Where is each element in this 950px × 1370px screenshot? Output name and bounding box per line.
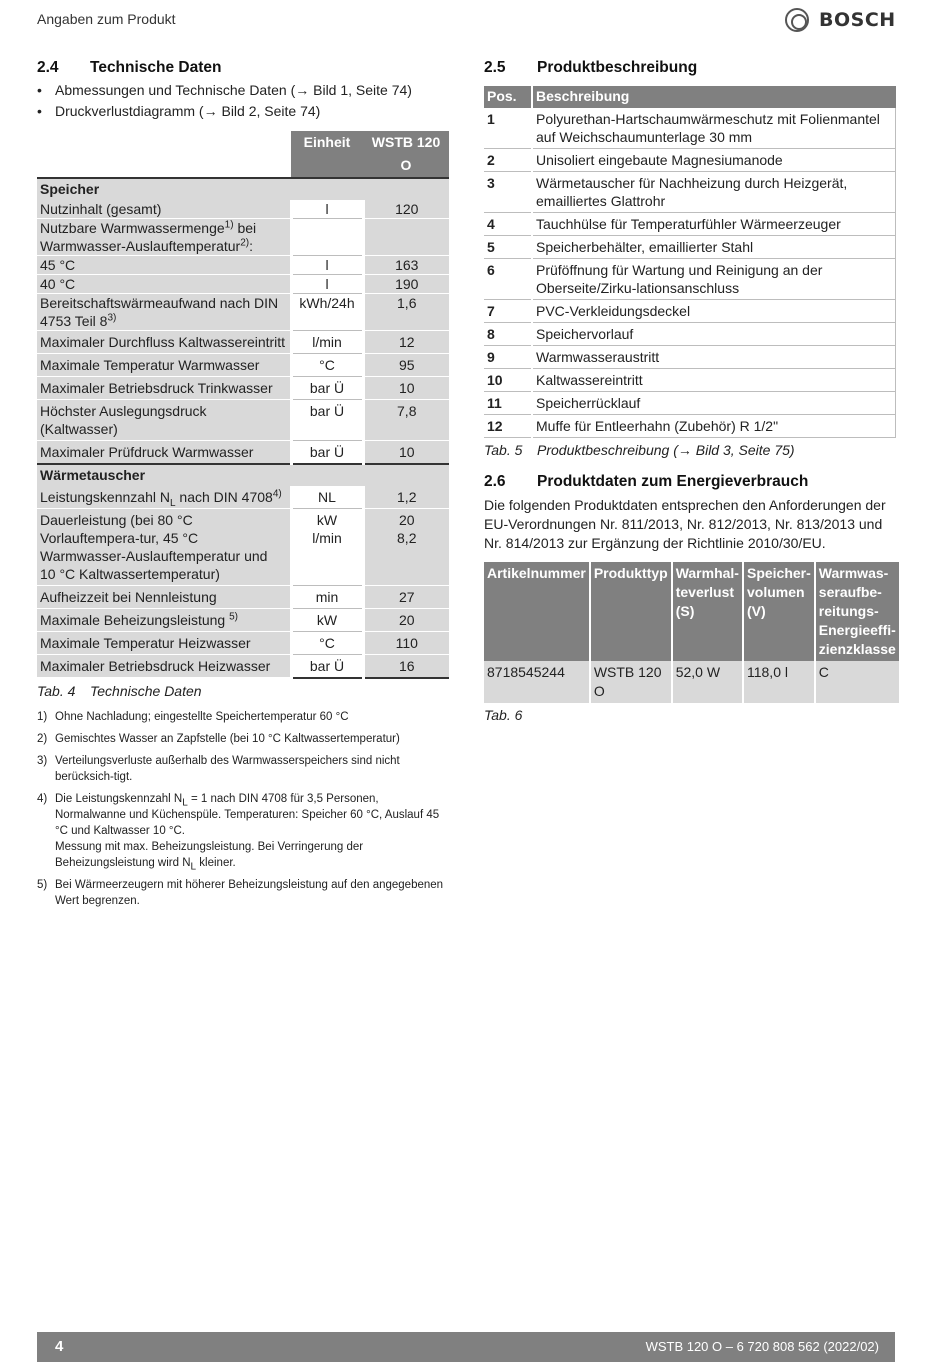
technical-data-table: [37, 131, 449, 679]
section-text: Die folgenden Produktdaten entsprechen den Anforderungen der EU-Verordnungen Nr. 811/2013, Nr. 812/2013, Nr. 813/2013 und Nr. 814/2013 zur Ergänzung der Richtlinie 2010/30/EU.: [484, 497, 886, 551]
section-title: Produktdaten zum Energieverbrauch: [537, 473, 809, 490]
table-row: Maximaler Durchfluss Kaltwassereintritt l/min 12: [37, 331, 449, 354]
table-section-waermetauscher: Wärmetauscher: [37, 464, 449, 486]
table-row: Nutzinhalt (gesamt) l 120: [37, 200, 449, 219]
page-footer: [37, 1332, 895, 1362]
table-row: Nutzbare Warmwassermenge$^{1)}$ bei Warmwasser-Auslauftemperatur$^{2)}$:: [37, 219, 449, 256]
section-title: Technische Daten: [90, 59, 222, 76]
table-caption: Tab. 5 Produktbeschreibung (→ Bild 3, Seite 75): [484, 442, 795, 458]
brand-name: BOSCH: [819, 9, 896, 31]
section-heading-2-5: [484, 58, 896, 78]
column-header-pos: Pos.: [484, 86, 532, 108]
column-header: Speicher-volumen (V): [743, 562, 815, 661]
table-row: Maximale Beheizungsleistung $^{5)}$ kW 20: [37, 609, 449, 632]
footnote: 2) Gemischtes Wasser an Zapfstelle (bei 10 °C Kaltwassertemperatur): [37, 733, 400, 745]
table-row: Aufheizzeit bei Nennleistung min 27: [37, 586, 449, 609]
table-caption: Tab. 4 Technische Daten: [37, 683, 202, 699]
footnote: 5) Bei Wärmeerzeugern mit höherer Beheizungsleistung auf den angegebenen Wert begrenzen.: [37, 879, 444, 907]
column-header: Warmhal-teverlust (S): [672, 562, 743, 661]
table-row: 10 Kaltwassereintritt: [484, 369, 896, 392]
table-row: 1 Polyurethan-Hartschaumwärmeschutz mit Folienmantel auf Weichschaumunterlage 30 mm: [484, 108, 896, 149]
table-row: 4 Tauchhülse für Temperaturfühler Wärmeerzeuger: [484, 213, 896, 236]
bosch-armature-icon: [785, 8, 809, 32]
table-row: 12 Muffe für Entleerhahn (Zubehör) R 1/2": [484, 415, 896, 438]
table-row: 7 PVC-Verkleidungsdeckel: [484, 300, 896, 323]
page-number: 4: [55, 1338, 64, 1355]
page-header-title: Angaben zum Produkt: [37, 11, 176, 27]
column-header: Artikelnummer: [484, 562, 590, 661]
list-item: • Druckverlustdiagramm (→ Bild 2, Seite 74): [37, 101, 449, 122]
table-row: Maximale Temperatur Heizwasser °C 110: [37, 632, 449, 655]
table-row: 9 Warmwasseraustritt: [484, 346, 896, 369]
section-heading-2-4: [37, 58, 449, 78]
table-row: 8 Speichervorlauf: [484, 323, 896, 346]
section-title: Produktbeschreibung: [537, 59, 698, 76]
column-header-description: Beschreibung: [532, 86, 896, 108]
section-heading-2-6: [484, 472, 896, 492]
section-number: 2.6: [484, 473, 506, 490]
table-row: Maximaler Betriebsdruck Trinkwasser bar Ü 10: [37, 377, 449, 400]
product-description-table: [484, 86, 896, 438]
table-row: Maximale Temperatur Warmwasser °C 95: [37, 354, 449, 377]
footnote: 4) Die Leistungskennzahl $N_L = 1$ nach DIN 4708 für 3,5 Personen, Normalwanne und Küchenspüle. Temperaturen: Speicher 60 °C, Auslauf 45 °C und Kaltwasser 10 °C. Messung mit max. Beheizungsleistung. Bei Verringerung der Beheizungsleistung wird $N_L$ kleiner.: [37, 793, 440, 873]
table-row: Leistungskennzahl $N_L$ nach DIN 4708$^{4)}$ NL 1,2: [37, 486, 449, 509]
table-row: 45 °C l 163: [37, 256, 449, 275]
right-column: [484, 58, 896, 725]
section-number: 2.4: [37, 59, 59, 76]
column-header: Produkttyp: [590, 562, 672, 661]
table-row: 6 Prüföffnung für Wartung und Reinigung an der Oberseite/Zirku-lationsanschluss: [484, 259, 896, 300]
document-id: WSTB 120 O – 6 720 808 562 (2022/02): [645, 1339, 879, 1354]
left-column: [37, 58, 449, 909]
table-row: 2 Unisoliert eingebaute Magnesiumanode: [484, 149, 896, 172]
brand-logo: [785, 8, 896, 32]
table-row: Dauerleistung (bei 80 °C Vorlauftempera-tur, 45 °C Warmwasser-Auslauftemperatur und 10 °C Kaltwassertemperatur) kW l/min 20 8,2: [37, 509, 449, 586]
column-header-unit: Einheit: [291, 131, 363, 178]
column-header: Warmwas-seraufbe-reitungs-Energieeffi-zienzklasse: [815, 562, 899, 661]
column-header-model: WSTB 120 O: [363, 131, 449, 178]
section-number: 2.5: [484, 59, 506, 76]
list-item: • Abmessungen und Technische Daten (→ Bild 1, Seite 74): [37, 80, 449, 101]
table-row: 3 Wärmetauscher für Nachheizung durch Heizgerät, emailliertes Glattrohr: [484, 172, 896, 213]
table-row: Maximaler Prüfdruck Warmwasser bar Ü 10: [37, 441, 449, 465]
energy-data-table: [484, 562, 899, 703]
table-row: Maximaler Betriebsdruck Heizwasser bar Ü 16: [37, 655, 449, 679]
table-row: 40 °C l 190: [37, 275, 449, 294]
table-row: 8718545244 WSTB 120 O 52,0 W 118,0 l C: [484, 661, 899, 703]
table-row: Bereitschaftswärmeaufwand nach DIN 4753 Teil 8$^{3)}$ kWh/24h 1,6: [37, 294, 449, 331]
table-row: Höchster Auslegungsdruck (Kaltwasser) bar Ü 7,8: [37, 400, 449, 441]
table-row: 11 Speicherrücklauf: [484, 392, 896, 415]
footnote: 1) Ohne Nachladung; eingestellte Speichertemperatur 60 °C: [37, 711, 349, 723]
table-row: 5 Speicherbehälter, emaillierter Stahl: [484, 236, 896, 259]
table-caption: Tab. 6: [484, 707, 523, 723]
footnote: 3) Verteilungsverluste außerhalb des Warmwasserspeichers sind nicht berücksich-tigt.: [37, 755, 400, 783]
table-section-speicher: Speicher: [37, 178, 449, 200]
reference-list: [37, 80, 449, 122]
